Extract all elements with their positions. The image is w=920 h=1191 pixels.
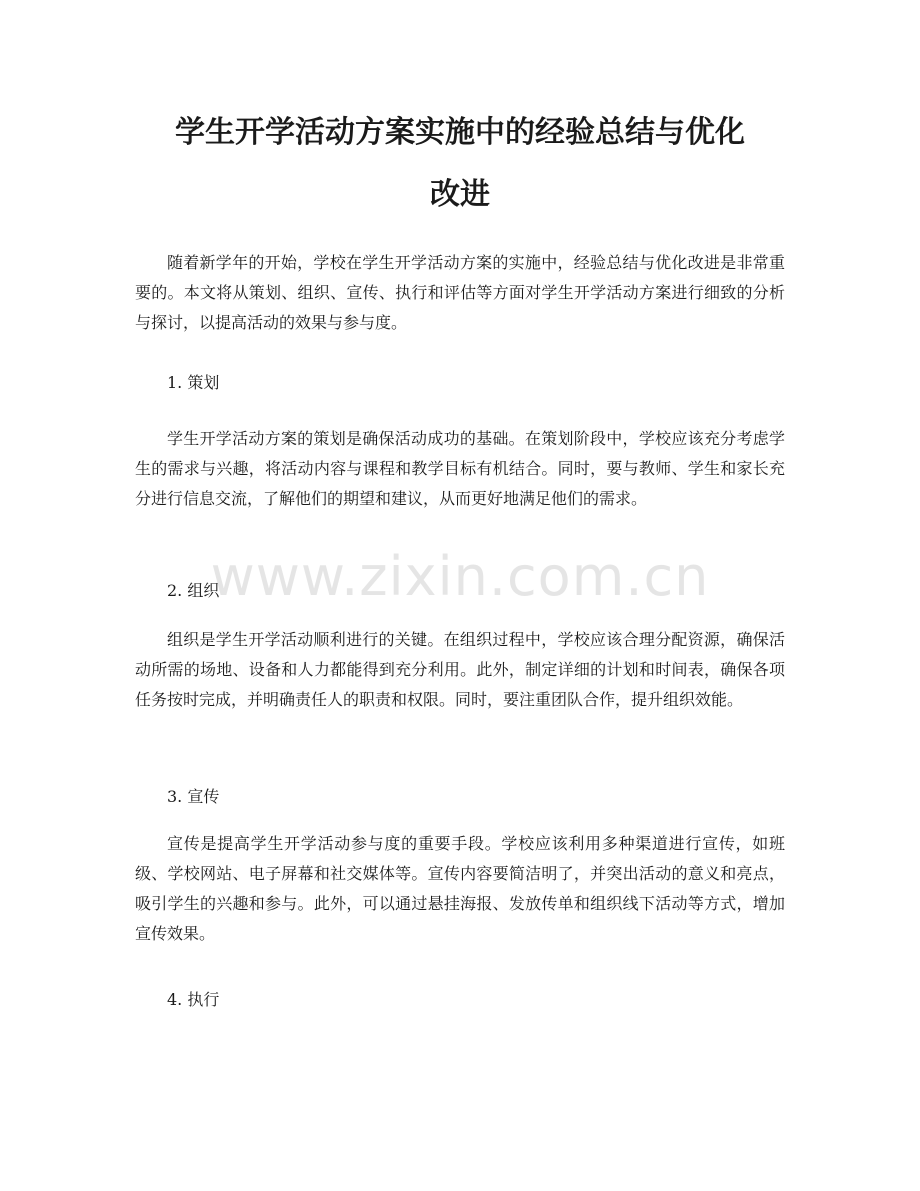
watermark: www.zixin.com.cn — [210, 545, 710, 608]
document-title-line1: 学生开学活动方案实施中的经验总结与优化 — [175, 115, 745, 150]
section-body-promotion: 宣传是提高学生开学活动参与度的重要手段。学校应该利用多种渠道进行宣传，如班级、学校网站、电子屏幕和社交媒体等。宣传内容要简洁明了，并突出活动的意义和亮点，吸引学生的兴趣和参与。此外，可以通过悬挂海报、发放传单和组织线下活动等方式，增加宣传效果。 — [135, 834, 785, 943]
document-title-line2: 改进 — [430, 177, 490, 212]
intro-paragraph: 随着新学年的开始，学校在学生开学活动方案的实施中，经验总结与优化改进是非常重要的。本文将从策划、组织、宣传、执行和评估等方面对学生开学活动方案进行细致的分析与探讨，以提高活动的效果与参与度。 — [135, 253, 785, 332]
section-body-organization: 组织是学生开学活动顺利进行的关键。在组织过程中，学校应该合理分配资源，确保活动所需的场地、设备和人力都能得到充分利用。此外，制定详细的计划和时间表，确保各项任务按时完成，并明确责任人的职责和权限。同时，要注重团队合作，提升组织效能。 — [135, 630, 785, 709]
section-body-planning: 学生开学活动方案的策划是确保活动成功的基础。在策划阶段中，学校应该充分考虑学生的需求与兴趣，将活动内容与课程和教学目标有机结合。同时，要与教师、学生和家长充分进行信息交流，了解他们的期望和建议，从而更好地满足他们的需求。 — [135, 429, 785, 508]
section-heading-planning: 1. 策划 — [167, 373, 220, 392]
section-heading-execution: 4. 执行 — [167, 990, 220, 1009]
section-heading-organization: 2. 组织 — [167, 581, 220, 600]
section-heading-promotion: 3. 宣传 — [167, 787, 220, 806]
